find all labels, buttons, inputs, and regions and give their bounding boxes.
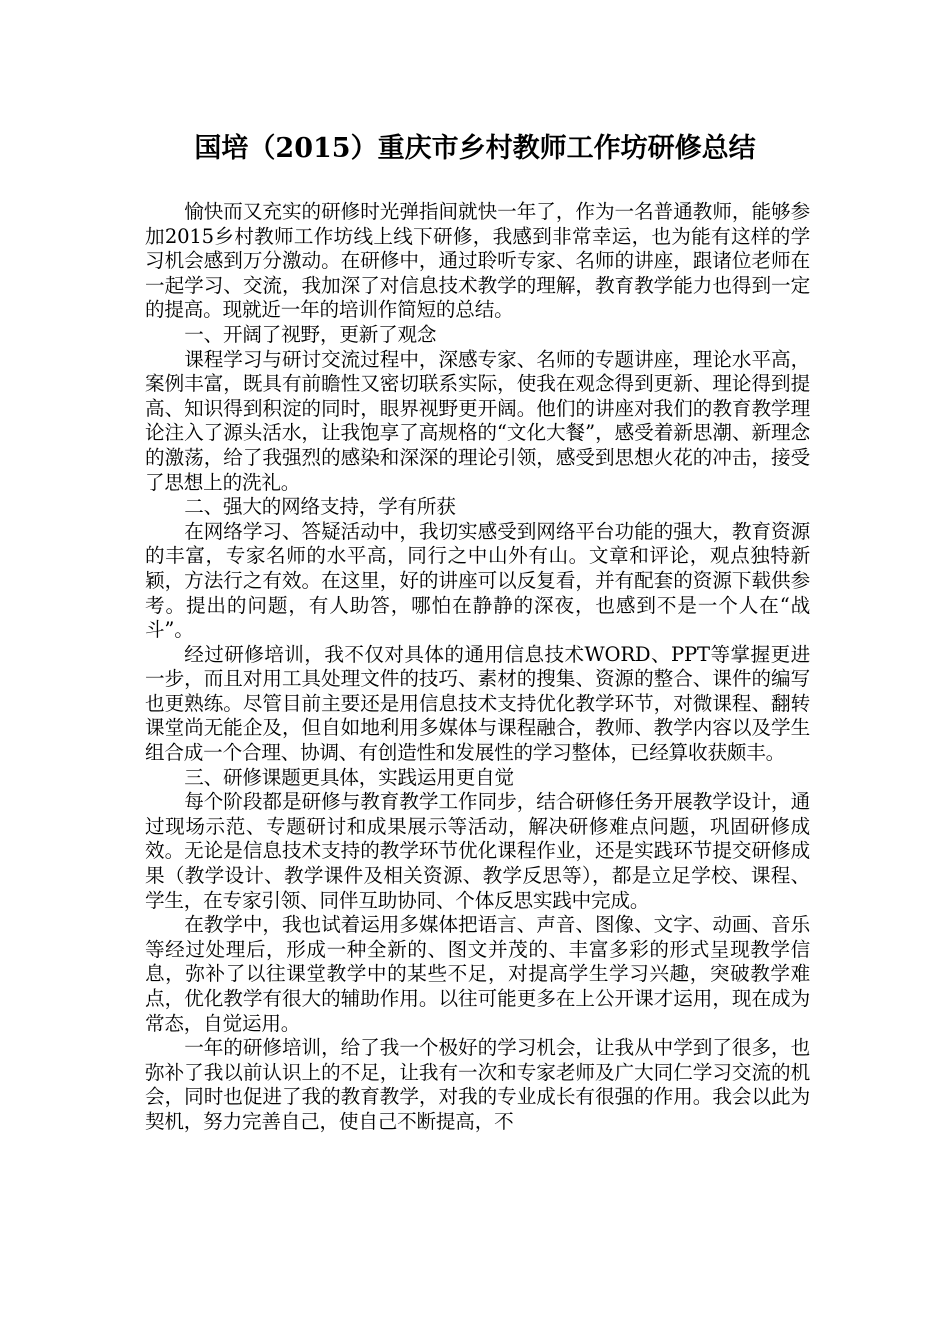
section-heading-1: 一、开阔了视野，更新了观念 — [184, 322, 437, 346]
section-heading-3: 三、研修课题更具体，实践运用更自觉 — [184, 765, 514, 789]
document-title: 国培（2015）重庆市乡村教师工作坊研修总结 — [194, 133, 756, 164]
paragraph-section-3b: 在教学中，我也试着运用多媒体把语言、声音、图像、文字、动画、音乐等经过处理后，形成一种全新的、图文并茂的、丰富多彩的形式呈现教学信息，弥补了以往课堂教学中的某些不足，对提高学生学习兴趣，突破教学难点，优化教学有很大的辅助作用。以往可能更多在上公开课才运用，现在成为常态，自觉运用。 — [145, 913, 810, 1035]
paragraph-intro: 愉快而又充实的研修时光弹指间就快一年了，作为一名普通教师，能够参加2015乡村教师工作坊线上线下研修，我感到非常幸运，也为能有这样的学习机会感到万分激动。在研修中，通过聆听专家、名师的讲座，跟诸位老师在一起学习、交流，我加深了对信息技术教学的理解，教育教学能力也得到一定的提高。现就近一年的培训作简短的总结。 — [145, 200, 810, 322]
paragraph-section-2b: 经过研修培训，我不仅对具体的通用信息技术WORD、PPT等掌握更进一步，而且对用工具处理文件的技巧、素材的搜集、资源的整合、课件的编写也更熟练。尽管目前主要还是用信息技术支持优化教学环节，对微课程、翻转课堂尚无能企及，但自如地利用多媒体与课程融合，教师、教学内容以及学生组合成一个合理、协调、有创造性和发展性的学习整体，已经算收获颇丰。 — [145, 642, 810, 765]
paragraph-section-3a: 每个阶段都是研修与教育教学工作同步，结合研修任务开展教学设计，通过现场示范、专题研讨和成果展示等活动，解决研修难点问题，巩固研修成效。无论是信息技术支持的教学环节优化课程作业，还是实践环节提交研修成果（教学设计、教学课件及相关资源、教学反思等），都是立足学校、课程、学生，在专家引领、同伴互助协同、个体反思实践中完成。 — [145, 790, 810, 912]
paragraph-section-1: 课程学习与研讨交流过程中，深感专家、名师的专题讲座，理论水平高，案例丰富，既具有前瞻性又密切联系实际，使我在观念得到更新、理论得到提高、知识得到积淀的同时，眼界视野更开阔。他们的讲座对我们的教育教学理论注入了源头活水，让我饱享了高规格的“文化大餐”，感受着新思潮、新理念的激荡，给了我强烈的感染和深深的理论引领，感受到思想火花的冲击，接受了思想上的洗礼。 — [145, 347, 810, 494]
document-body — [145, 200, 810, 1135]
paragraph-section-2a: 在网络学习、答疑活动中，我切实感受到网络平台功能的强大，教育资源的丰富，专家名师的水平高，同行之中山外有山。文章和评论，观点独特新颖，方法行之有效。在这里，好的讲座可以反复看，并有配套的资源下载供参考。提出的问题，有人助答，哪怕在静静的深夜，也感到不是一个人在“战斗”。 — [145, 519, 810, 642]
section-heading-2: 二、强大的网络支持，学有所获 — [184, 495, 456, 519]
paragraph-conclusion: 一年的研修培训，给了我一个极好的学习机会，让我从中学到了很多，也弥补了我以前认识上的不足，让我有一次和专家老师及广大同仁学习交流的机会，同时也促进了我的教育教学，对我的专业成长有很强的作用。我会以此为契机，努力完善自己，使自己不断提高，不 — [145, 1036, 810, 1133]
